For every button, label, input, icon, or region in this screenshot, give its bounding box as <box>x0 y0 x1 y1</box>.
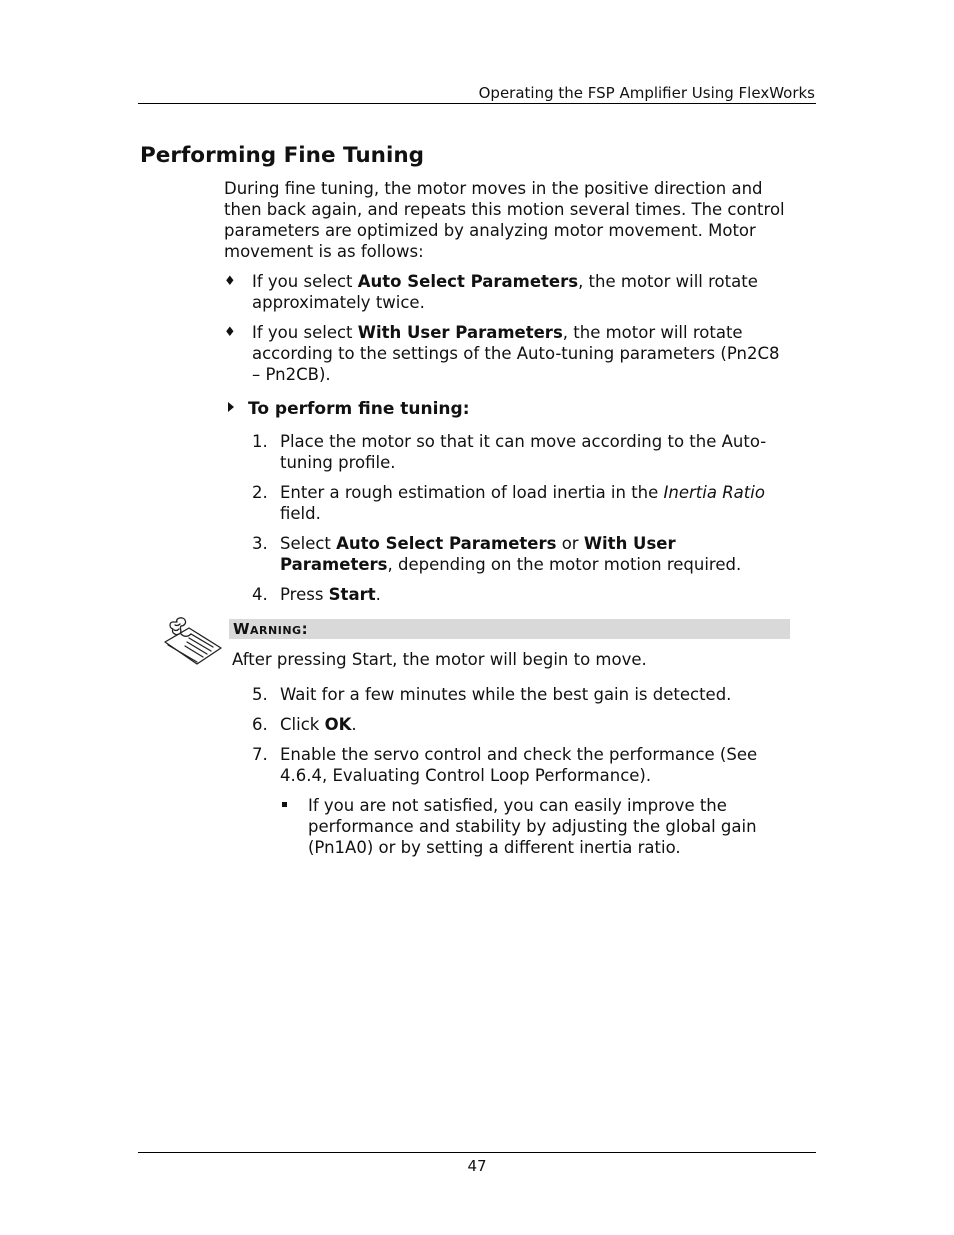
running-header: Operating the FSP Amplifier Using FlexWorks <box>478 84 815 102</box>
step-number: 6. <box>252 715 268 734</box>
step-line: field. <box>280 504 321 523</box>
intro-line: parameters are optimized by analyzing motor movement. Motor <box>224 221 756 240</box>
bullet-item <box>224 322 824 385</box>
warning-banner <box>229 619 790 639</box>
bullet-line: according to the settings of the Auto-tuning parameters (Pn2C8 <box>252 344 780 363</box>
step-item <box>252 533 812 575</box>
footer-rule <box>138 1152 816 1153</box>
step-line: tuning profile. <box>280 453 396 472</box>
bullet-line: – Pn2CB). <box>252 365 331 384</box>
step-number: 7. <box>252 745 268 764</box>
step-item <box>252 744 812 786</box>
procedure-arrow-icon <box>228 402 234 412</box>
step-item <box>252 431 812 473</box>
step-line: 4.6.4, Evaluating Control Loop Performance). <box>280 766 652 785</box>
step-line: Click OK. <box>280 715 357 734</box>
step-item <box>252 684 812 705</box>
sub-bullet-item <box>280 795 800 858</box>
warning-text: After pressing Start, the motor will begin to move. <box>232 650 647 669</box>
procedure-heading: To perform fine tuning: <box>228 399 470 420</box>
step-line: Place the motor so that it can move according to the Auto- <box>280 432 767 451</box>
step-item <box>252 714 812 735</box>
bullet-line: approximately twice. <box>252 293 425 312</box>
sub-bullet-line: (Pn1A0) or by setting a different inertia ratio. <box>308 838 681 857</box>
step-line: Enable the servo control and check the performance (See <box>280 745 758 764</box>
sub-bullet-line: If you are not satisfied, you can easily improve the <box>308 796 727 815</box>
square-bullet-icon <box>282 802 287 807</box>
intro-line: movement is as follows: <box>224 242 424 261</box>
bullet-item <box>224 271 824 313</box>
step-line: Select Auto Select Parameters or With User <box>280 534 676 553</box>
step-number: 1. <box>252 432 268 451</box>
intro-line: then back again, and repeats this motion several times. The control <box>224 200 785 219</box>
step-item <box>252 584 812 605</box>
note-hand-icon <box>163 616 225 671</box>
diamond-bullet-icon: ♦ <box>224 325 236 340</box>
step-line: Wait for a few minutes while the best gain is detected. <box>280 685 732 704</box>
bullet-line: If you select Auto Select Parameters, the motor will rotate <box>252 272 758 291</box>
page-number: 47 <box>467 1157 487 1175</box>
sub-bullet-line: performance and stability by adjusting the global gain <box>308 817 757 836</box>
header-rule <box>138 103 816 104</box>
step-line: Press Start. <box>280 585 381 604</box>
intro-line: During fine tuning, the motor moves in the positive direction and <box>224 179 763 198</box>
intro-paragraph <box>224 178 824 262</box>
step-number: 5. <box>252 685 268 704</box>
diamond-bullet-icon: ♦ <box>224 274 236 289</box>
step-number: 4. <box>252 585 268 604</box>
bullet-line: If you select With User Parameters, the motor will rotate <box>252 323 743 342</box>
section-title: Performing Fine Tuning <box>140 143 425 168</box>
step-number: 2. <box>252 483 268 502</box>
step-line: Enter a rough estimation of load inertia in the Inertia Ratio <box>280 483 765 502</box>
step-line: Parameters, depending on the motor motion required. <box>280 555 742 574</box>
step-number: 3. <box>252 534 268 553</box>
warning-label: Warning: <box>233 620 309 638</box>
step-item <box>252 482 812 524</box>
